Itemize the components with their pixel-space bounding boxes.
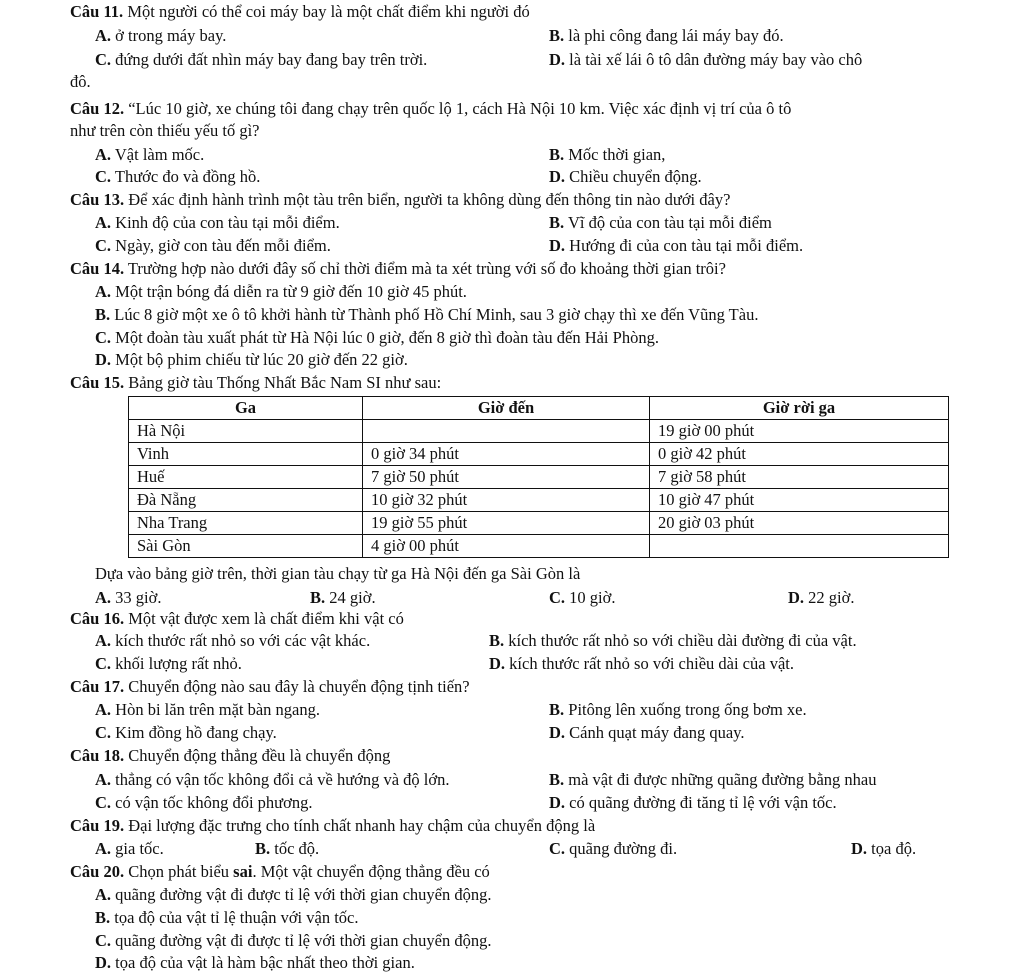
question-label: Câu 18. — [70, 746, 125, 765]
option-d: D. Chiều chuyển động. — [549, 167, 702, 186]
option-b: B. Lúc 8 giờ một xe ô tô khởi hành từ Thành phố Hồ Chí Minh, sau 3 giờ chạy thì xe đến Vũng Tàu. — [95, 305, 759, 324]
departure-cell: 0 giờ 42 phút — [650, 443, 949, 466]
question-text-pre: Chọn phát biểu — [128, 862, 230, 881]
departure-cell: 10 giờ 47 phút — [650, 489, 949, 512]
question-label: Câu 13. — [70, 190, 125, 209]
arrival-cell: 10 giờ 32 phút — [363, 489, 650, 512]
option-a: A. kích thước rất nhỏ so với các vật khác. — [95, 631, 371, 650]
option-c: C. Một đoàn tàu xuất phát từ Hà Nội lúc 0 giờ, đến 8 giờ thì đoàn tàu đến Hải Phòng. — [95, 328, 659, 347]
option-d: D. Cánh quạt máy đang quay. — [549, 723, 745, 742]
question-text: Một vật được xem là chất điểm khi vật có — [128, 609, 404, 628]
option-b: B. là phi công đang lái máy bay đó. — [549, 26, 784, 45]
station-cell: Huế — [129, 466, 363, 489]
table-row — [129, 443, 949, 466]
question-11-stem — [70, 2, 530, 22]
question-text: Một người có thể coi máy bay là một chất điểm khi người đó — [127, 2, 530, 21]
question-15-stem — [70, 373, 441, 393]
question-text: Bảng giờ tàu Thống Nhất Bắc Nam SI như sau: — [128, 373, 442, 392]
option-c: C. đứng dưới đất nhìn máy bay đang bay trên trời. — [95, 50, 428, 69]
question-12-stem — [70, 99, 791, 119]
question-label: Câu 20. — [70, 862, 125, 881]
option-a: A. Vật làm mốc. — [95, 145, 205, 164]
question-20-stem — [70, 862, 490, 882]
question-text: Chuyển động nào sau đây là chuyển động tịnh tiến? — [128, 677, 470, 696]
option-c: C. Thước đo và đồng hồ. — [95, 167, 261, 186]
column-header: Giờ đến — [363, 397, 650, 420]
option-d: D. Một bộ phim chiếu từ lúc 20 giờ đến 22 giờ. — [95, 350, 408, 369]
option-a: A. Kinh độ của con tàu tại mỗi điểm. — [95, 213, 340, 232]
option-c: C. khối lượng rất nhỏ. — [95, 654, 242, 673]
question-text-emphasis: sai — [233, 862, 253, 881]
question-15-prompt: Dựa vào bảng giờ trên, thời gian tàu chạy từ ga Hà Nội đến ga Sài Gòn là — [95, 564, 581, 583]
train-timetable — [128, 396, 949, 558]
station-cell: Vinh — [129, 443, 363, 466]
question-19-stem — [70, 816, 595, 836]
option-c: C. có vận tốc không đổi phương. — [95, 793, 313, 812]
option-d: D. là tài xế lái ô tô dân đường máy bay vào chô — [549, 50, 863, 69]
departure-cell: 20 giờ 03 phút — [650, 512, 949, 535]
option-b: B. Pitông lên xuống trong ống bơm xe. — [549, 700, 807, 719]
table-header-row — [129, 397, 949, 420]
option-b: B. mà vật đi được những quãng đường bằng nhau — [549, 770, 877, 789]
option-d: D. Hướng đi của con tàu tại mỗi điểm. — [549, 236, 804, 255]
option-b: B. Vĩ độ của con tàu tại mỗi điểm — [549, 213, 772, 232]
option-c: C. quãng đường đi. — [549, 839, 678, 858]
column-header: Giờ rời ga — [650, 397, 949, 420]
question-text: Trường hợp nào dưới đây số chỉ thời điểm mà ta xét trùng với số đo khoảng thời gian trôi? — [127, 259, 726, 278]
arrival-cell: 19 giờ 55 phút — [363, 512, 650, 535]
option-d: D. kích thước rất nhỏ so với chiều dài của vật. — [489, 654, 794, 673]
option-d: D. tọa độ. — [851, 839, 917, 858]
option-b: B. tốc độ. — [255, 839, 320, 858]
question-text: Đại lượng đặc trưng cho tính chất nhanh hay chậm của chuyển động là — [128, 816, 596, 835]
station-cell: Đà Nẵng — [129, 489, 363, 512]
station-cell: Sài Gòn — [129, 535, 363, 558]
option-a: A. thẳng có vận tốc không đổi cả về hướng và độ lớn. — [95, 770, 450, 789]
option-b: B. Mốc thời gian, — [549, 145, 666, 164]
option-b: B. kích thước rất nhỏ so với chiều dài đường đi của vật. — [489, 631, 857, 650]
option-c: C. 10 giờ. — [549, 588, 616, 607]
departure-cell — [650, 535, 949, 558]
question-18-stem — [70, 746, 390, 766]
question-text: “Lúc 10 giờ, xe chúng tôi đang chạy trên quốc lộ 1, cách Hà Nội 10 km. Việc xác định vị trí của ô tô — [128, 99, 792, 118]
option-c: C. quãng đường vật đi được tỉ lệ với thời gian chuyển động. — [95, 931, 492, 950]
station-cell: Nha Trang — [129, 512, 363, 535]
option-b: B. 24 giờ. — [310, 588, 376, 607]
question-label: Câu 16. — [70, 609, 125, 628]
table-row — [129, 466, 949, 489]
option-d: D. có quãng đường đi tăng tỉ lệ với vận tốc. — [549, 793, 837, 812]
question-17-stem — [70, 677, 470, 697]
arrival-cell: 0 giờ 34 phút — [363, 443, 650, 466]
question-16-stem — [70, 609, 404, 629]
station-cell: Hà Nội — [129, 420, 363, 443]
option-a: A. gia tốc. — [95, 839, 164, 858]
question-label: Câu 15. — [70, 373, 125, 392]
column-header: Ga — [129, 397, 363, 420]
option-a: A. ở trong máy bay. — [95, 26, 227, 45]
question-label: Câu 14. — [70, 259, 125, 278]
table-row — [129, 512, 949, 535]
question-label: Câu 12. — [70, 99, 125, 118]
departure-cell: 19 giờ 00 phút — [650, 420, 949, 443]
option-c: C. Kim đồng hồ đang chạy. — [95, 723, 277, 742]
table-row — [129, 420, 949, 443]
departure-cell: 7 giờ 58 phút — [650, 466, 949, 489]
option-a: A. Một trận bóng đá diễn ra từ 9 giờ đến 10 giờ 45 phút. — [95, 282, 467, 301]
table-row — [129, 489, 949, 512]
option-d: D. tọa độ của vật là hàm bậc nhất theo thời gian. — [95, 953, 415, 972]
question-12-stem-line2: như trên còn thiếu yếu tố gì? — [70, 121, 260, 140]
question-label: Câu 17. — [70, 677, 125, 696]
option-a: A. quãng đường vật đi được tỉ lệ với thời gian chuyển động. — [95, 885, 492, 904]
option-a: A. 33 giờ. — [95, 588, 162, 607]
question-text: Để xác định hành trình một tàu trên biển, người ta không dùng đến thông tin nào dưới đây? — [128, 190, 731, 209]
option-c: C. Ngày, giờ con tàu đến mỗi điểm. — [95, 236, 331, 255]
question-label: Câu 11. — [70, 2, 124, 21]
question-text-post: . Một vật chuyển động thẳng đều có — [252, 862, 490, 881]
option-a: A. Hòn bi lăn trên mặt bàn ngang. — [95, 700, 320, 719]
question-13-stem — [70, 190, 730, 210]
option-b: B. tọa độ của vật tỉ lệ thuận với vận tốc. — [95, 908, 359, 927]
question-text: Chuyển động thẳng đều là chuyển động — [128, 746, 391, 765]
question-14-stem — [70, 259, 726, 279]
option-d: D. 22 giờ. — [788, 588, 855, 607]
arrival-cell: 4 giờ 00 phút — [363, 535, 650, 558]
arrival-cell — [363, 420, 650, 443]
arrival-cell: 7 giờ 50 phút — [363, 466, 650, 489]
option-d-continuation: đô. — [70, 72, 91, 91]
question-label: Câu 19. — [70, 816, 125, 835]
table-row — [129, 535, 949, 558]
